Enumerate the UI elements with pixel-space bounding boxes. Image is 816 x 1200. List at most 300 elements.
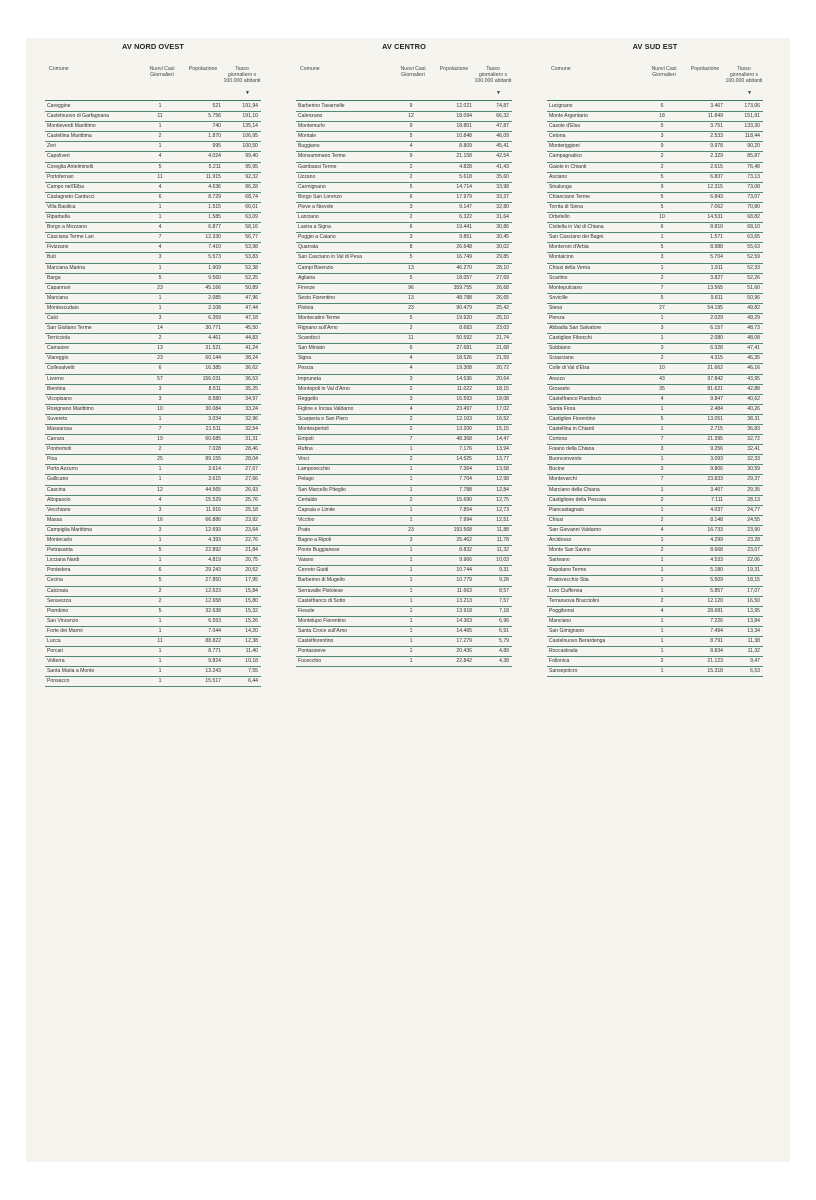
cell-comune: Lamporecchio	[298, 466, 330, 473]
table-row	[296, 334, 512, 344]
cell-tasso: 32,41	[747, 446, 760, 453]
cell-nuovi-casi: 13	[408, 294, 414, 301]
cell-tasso: 31,64	[496, 214, 509, 221]
table-row	[45, 516, 261, 526]
cell-popolazione: 12.330	[205, 234, 221, 241]
table-row	[547, 607, 763, 617]
table-row	[45, 112, 261, 122]
cell-popolazione: 88.822	[205, 637, 221, 644]
cell-nuovi-casi: 1	[660, 405, 664, 412]
cell-nuovi-casi: 2	[409, 426, 413, 432]
cell-nuovi-casi: 25	[157, 456, 163, 463]
cell-tasso: 49,82	[747, 304, 760, 311]
cell-nuovi-casi: 3	[158, 314, 162, 321]
header-popolazione[interactable]: Popolazione	[188, 66, 218, 72]
cell-tasso: 28,04	[245, 456, 258, 463]
sort-down-icon[interactable]: ▼	[496, 90, 501, 96]
table-row	[547, 344, 763, 354]
sort-down-icon[interactable]: ▼	[245, 90, 250, 96]
cell-nuovi-casi: 1	[660, 567, 664, 574]
cell-comune: Arcidosso	[549, 537, 572, 544]
section-title: AV NORD OVEST	[122, 42, 184, 51]
cell-tasso: 7,57	[499, 597, 509, 604]
table-row	[296, 375, 512, 385]
cell-comune: Poggio a Caiano	[298, 234, 336, 241]
cell-comune: Montalcino	[549, 254, 574, 261]
table-row	[45, 102, 261, 112]
cell-nuovi-casi: 2	[158, 446, 162, 453]
cell-nuovi-casi: 7	[158, 234, 162, 241]
cell-tasso: 23,92	[245, 516, 258, 523]
cell-nuovi-casi: 3	[409, 203, 413, 210]
cell-popolazione: 9.560	[208, 274, 221, 281]
header-tasso[interactable]: Tasso giornaliero x 100.000 abitanti	[725, 66, 763, 84]
table-row	[296, 284, 512, 294]
cell-comune: San Gimignano	[549, 627, 585, 634]
cell-comune: Sovicille	[549, 294, 568, 301]
cell-nuovi-casi: 2	[409, 163, 413, 170]
cell-tasso: 47,87	[496, 123, 509, 130]
cell-nuovi-casi: 2	[660, 163, 664, 170]
cell-tasso: 13,95	[747, 607, 760, 614]
cell-popolazione: 9.824	[208, 658, 221, 665]
cell-tasso: 35,25	[245, 385, 258, 392]
table-row	[296, 647, 512, 657]
cell-popolazione: 9.147	[459, 203, 472, 210]
cell-nuovi-casi: 4	[660, 607, 664, 614]
table-row	[296, 617, 512, 627]
cell-tasso: 32,33	[747, 456, 760, 463]
header-popolazione[interactable]: Popolazione	[439, 66, 469, 72]
table-row	[296, 294, 512, 304]
table-row	[45, 243, 261, 253]
cell-popolazione: 521	[212, 103, 221, 109]
cell-comune: Pontedera	[47, 567, 71, 574]
cell-comune: Cerreto Guidi	[298, 567, 329, 574]
cell-comune: San Casciano dei Bagni	[549, 234, 604, 241]
cell-comune: Calcinaia	[47, 587, 68, 594]
cell-popolazione: 10.848	[456, 133, 472, 140]
cell-comune: Montescudaio	[47, 304, 79, 311]
cell-comune: Pelago	[298, 476, 314, 483]
cell-comune: Carmignano	[298, 183, 326, 190]
header-comune[interactable]: Comune	[551, 66, 571, 72]
cell-tasso: 19,31	[747, 567, 760, 574]
header-nuovi-casi[interactable]: Nuovi Casi Giornalieri	[651, 66, 677, 78]
table-row	[547, 284, 763, 294]
cell-nuovi-casi: 2	[158, 597, 162, 604]
cell-nuovi-casi: 1	[158, 143, 162, 150]
cell-comune: Marciana Marina	[47, 264, 85, 271]
cell-comune: Buggiano	[298, 143, 320, 150]
cell-comune: Ponte Buggianese	[298, 547, 340, 554]
cell-popolazione: 13.213	[456, 597, 472, 604]
table-row	[296, 415, 512, 425]
table-row	[547, 163, 763, 173]
table-row	[547, 142, 763, 152]
cell-comune: Rignano sull'Arno	[298, 325, 338, 332]
cell-nuovi-casi: 1	[409, 648, 413, 655]
cell-tasso: 47,18	[245, 314, 258, 321]
table-row	[296, 475, 512, 485]
cell-popolazione: 7.788	[459, 486, 472, 493]
table-row	[45, 667, 261, 677]
cell-tasso: 36,62	[245, 365, 258, 372]
cell-nuovi-casi: 1	[158, 264, 162, 271]
cell-tasso: 73,08	[747, 183, 760, 190]
cell-tasso: 48,08	[747, 335, 760, 342]
cell-comune: Cecina	[47, 577, 63, 584]
cell-nuovi-casi: 2	[660, 597, 664, 604]
cell-popolazione: 13.565	[707, 284, 723, 291]
cell-nuovi-casi: 1	[158, 658, 162, 665]
cell-nuovi-casi: 7	[409, 436, 413, 443]
cell-comune: Buonconvento	[549, 456, 582, 463]
cell-comune: Massarosa	[47, 426, 72, 432]
cell-popolazione: 66.886	[205, 516, 221, 523]
cell-nuovi-casi: 7	[660, 284, 664, 291]
cell-popolazione: 11.915	[205, 173, 221, 180]
cell-popolazione: 20.436	[456, 648, 472, 655]
cell-popolazione: 9.811	[710, 294, 723, 301]
cell-popolazione: 995	[212, 143, 221, 150]
table-row	[45, 324, 261, 334]
cell-popolazione: 1.585	[208, 214, 221, 221]
cell-popolazione: 5.573	[208, 254, 221, 261]
cell-popolazione: 4.393	[208, 537, 221, 544]
table-row	[547, 536, 763, 546]
cell-popolazione: 14.465	[456, 627, 472, 634]
table-row	[547, 435, 763, 445]
cell-comune: Montecarlo	[47, 537, 73, 544]
cell-tasso: 17,07	[747, 587, 760, 594]
cell-popolazione: 5.857	[710, 587, 723, 594]
cell-comune: Marciano della Chiana	[549, 486, 600, 493]
cell-popolazione: 2.080	[710, 335, 723, 342]
cell-popolazione: 90.479	[456, 304, 472, 311]
cell-tasso: 51,60	[747, 284, 760, 291]
cell-popolazione: 21.123	[707, 658, 723, 665]
table-row	[45, 173, 261, 183]
cell-comune: Empoli	[298, 436, 314, 443]
cell-tasso: 52,59	[747, 254, 760, 261]
cell-popolazione: 10.744	[456, 567, 472, 574]
cell-comune: Santa Maria a Monte	[47, 668, 95, 675]
cell-nuovi-casi: 5	[660, 244, 664, 251]
cell-comune: Pescia	[298, 365, 314, 372]
cell-comune: Casciana Terme Lari	[47, 234, 94, 241]
cell-comune: Altopascio	[47, 496, 71, 503]
cell-popolazione: 17.979	[456, 193, 472, 200]
cell-popolazione: 8.511	[208, 385, 221, 392]
header-comune[interactable]: Comune	[49, 66, 69, 72]
table-row	[296, 173, 512, 183]
cell-tasso: 40,62	[747, 395, 760, 402]
cell-nuovi-casi: 2	[660, 153, 664, 160]
header-tasso[interactable]: Tasso giornaliero x 100.000 abitanti	[223, 66, 261, 84]
cell-tasso: 52,38	[245, 264, 258, 271]
cell-comune: Marciana	[47, 294, 68, 301]
cell-comune: Rapolano Terme	[549, 567, 587, 574]
cell-nuovi-casi: 5	[158, 547, 162, 554]
header-popolazione[interactable]: Popolazione	[690, 66, 720, 72]
cell-popolazione: 3.827	[710, 274, 723, 281]
cell-nuovi-casi: 1	[158, 476, 162, 483]
cell-nuovi-casi: 5	[158, 577, 162, 584]
cell-nuovi-casi: 2	[660, 658, 664, 665]
cell-comune: Collesalvetti	[47, 365, 75, 372]
cell-comune: Lanciano	[298, 214, 319, 221]
cell-popolazione: 7.044	[208, 627, 221, 634]
cell-popolazione: 7.111	[711, 496, 723, 503]
table-row	[45, 334, 261, 344]
table-row	[45, 132, 261, 142]
cell-popolazione: 1.909	[208, 264, 221, 271]
table-row	[296, 213, 512, 223]
cell-popolazione: 1.911	[710, 264, 723, 271]
cell-tasso: 73,13	[747, 173, 760, 180]
cell-popolazione: 12.120	[707, 597, 723, 604]
table-row	[296, 354, 512, 364]
table-row	[547, 102, 763, 112]
cell-comune: Riparbella	[47, 214, 70, 221]
cell-nuovi-casi: 1	[660, 506, 664, 513]
cell-tasso: 47,41	[747, 345, 760, 352]
cell-tasso: 14,20	[245, 627, 258, 634]
cell-popolazione: 5.509	[710, 577, 723, 584]
cell-tasso: 100,50	[242, 143, 258, 150]
cell-popolazione: 6.322	[459, 214, 472, 221]
table-row	[296, 405, 512, 415]
cell-comune: Villa Basilica	[47, 203, 76, 210]
cell-tasso: 32,54	[245, 426, 258, 432]
cell-popolazione: 22.892	[205, 547, 221, 554]
table-row	[45, 415, 261, 425]
cell-nuovi-casi: 4	[660, 526, 664, 533]
cell-comune: Camaiore	[47, 345, 70, 352]
table-row	[547, 122, 763, 132]
table-row	[547, 375, 763, 385]
cell-comune: Piancastagnaio	[549, 506, 584, 513]
table-row	[45, 163, 261, 173]
cell-nuovi-casi: 12	[408, 113, 414, 120]
cell-comune: Suvereto	[47, 415, 68, 422]
cell-nuovi-casi: 1	[660, 627, 664, 634]
cell-comune: San Giuliano Terme	[47, 325, 92, 332]
cell-popolazione: 89.155	[205, 456, 221, 463]
cell-tasso: 86,28	[245, 183, 258, 190]
cell-tasso: 23,03	[496, 325, 509, 332]
cell-popolazione: 12.623	[205, 587, 221, 594]
cell-nuovi-casi: 1	[409, 516, 413, 523]
table-row	[45, 364, 261, 374]
table-row	[45, 354, 261, 364]
table-row	[547, 294, 763, 304]
cell-tasso: 15,84	[245, 587, 258, 594]
cell-tasso: 52,26	[747, 274, 760, 281]
cell-tasso: 52,25	[245, 274, 258, 281]
cell-popolazione: 740	[212, 123, 221, 130]
cell-nuovi-casi: 1	[660, 587, 664, 594]
cell-tasso: 7,18	[499, 607, 509, 614]
cell-tasso: 36,83	[747, 426, 760, 432]
cell-tasso: 135,14	[242, 123, 258, 130]
table-row	[547, 385, 763, 395]
table-row	[45, 395, 261, 405]
sort-down-icon[interactable]: ▼	[747, 90, 752, 96]
cell-nuovi-casi: 1	[660, 577, 664, 584]
cell-comune: Pratovecchio Stia	[549, 577, 589, 584]
cell-nuovi-casi: 1	[660, 557, 664, 564]
cell-popolazione: 193.568	[453, 526, 472, 533]
cell-nuovi-casi: 4	[158, 183, 162, 190]
table-row	[547, 233, 763, 243]
cell-comune: San Vincenzo	[47, 617, 79, 624]
cell-comune: Asciano	[549, 173, 568, 180]
cell-nuovi-casi: 6	[660, 103, 664, 109]
header-divider	[547, 100, 763, 101]
cell-comune: Montopoli in Val d'Arno	[298, 385, 350, 392]
cell-nuovi-casi: 5	[409, 254, 413, 261]
table-row	[45, 486, 261, 496]
cell-comune: Vecchiano	[47, 506, 71, 513]
cell-tasso: 95,95	[245, 163, 258, 170]
header-comune[interactable]: Comune	[300, 66, 320, 72]
cell-comune: Sinalunga	[549, 183, 572, 190]
cell-comune: Montecatini-Terme	[298, 314, 340, 321]
cell-popolazione: 30.084	[205, 405, 221, 412]
cell-tasso: 55,63	[747, 244, 760, 251]
cell-comune: Lastra a Signa	[298, 224, 331, 231]
cell-popolazione: 54.195	[707, 304, 723, 311]
cell-popolazione: 13.243	[205, 668, 221, 675]
cell-tasso: 12,73	[496, 506, 509, 513]
cell-tasso: 18,15	[496, 385, 509, 392]
cell-popolazione: 3.467	[710, 103, 723, 109]
cell-comune: Gaiole in Chianti	[549, 163, 587, 170]
cell-tasso: 76,48	[747, 163, 760, 170]
header-nuovi-casi[interactable]: Nuovi Casi Giornalieri	[400, 66, 426, 78]
cell-comune: Terranuova Bracciolini	[549, 597, 600, 604]
cell-tasso: 5,79	[499, 637, 509, 644]
cell-tasso: 118,44	[744, 133, 760, 140]
table-row	[296, 233, 512, 243]
cell-nuovi-casi: 1	[409, 617, 413, 624]
table-row	[45, 566, 261, 576]
table-body	[547, 102, 763, 677]
cell-tasso: 6,91	[499, 627, 509, 634]
cell-tasso: 20,72	[496, 365, 509, 372]
table-row	[296, 637, 512, 647]
cell-comune: Chianciano Terme	[549, 193, 590, 200]
cell-tasso: 38,24	[245, 355, 258, 362]
cell-tasso: 13,58	[496, 466, 509, 473]
cell-comune: Colle di Val d'Elsa	[549, 365, 590, 372]
cell-nuovi-casi: 2	[660, 355, 664, 362]
cell-comune: Scarlino	[549, 274, 568, 281]
table-row	[547, 415, 763, 425]
cell-nuovi-casi: 2	[158, 133, 162, 140]
cell-nuovi-casi: 6	[409, 193, 413, 200]
cell-tasso: 7,55	[248, 668, 258, 675]
table-row	[296, 304, 512, 314]
table-row	[547, 657, 763, 667]
cell-popolazione: 27.850	[205, 577, 221, 584]
cell-popolazione: 19.308	[456, 365, 472, 372]
cell-popolazione: 7.176	[459, 446, 472, 453]
cell-nuovi-casi: 4	[409, 405, 413, 412]
table-row	[45, 142, 261, 152]
cell-popolazione: 18.801	[456, 123, 472, 130]
cell-comune: Viareggio	[47, 355, 69, 362]
cell-tasso: 15,26	[245, 617, 258, 624]
table-row	[45, 637, 261, 647]
cell-popolazione: 5.618	[459, 173, 472, 180]
header-tasso[interactable]: Tasso giornaliero x 100.000 abitanti	[474, 66, 512, 84]
cell-comune: Impruneta	[298, 375, 321, 382]
cell-popolazione: 44.565	[205, 486, 221, 493]
cell-comune: Arezzo	[549, 375, 565, 382]
cell-tasso: 44,83	[245, 335, 258, 342]
cell-popolazione: 16.593	[456, 395, 472, 402]
cell-tasso: 66,01	[245, 203, 258, 210]
cell-tasso: 12,75	[496, 496, 509, 503]
cell-comune: Pontremoli	[47, 446, 72, 453]
header-nuovi-casi[interactable]: Nuovi Casi Giornalieri	[149, 66, 175, 78]
table-row	[547, 475, 763, 485]
cell-popolazione: 19.441	[456, 224, 472, 231]
cell-popolazione: 2.484	[710, 405, 723, 412]
cell-nuovi-casi: 2	[660, 274, 664, 281]
cell-tasso: 21,59	[496, 355, 509, 362]
table-row	[547, 637, 763, 647]
cell-popolazione: 13.200	[456, 426, 472, 432]
cell-nuovi-casi: 13	[157, 345, 163, 352]
cell-tasso: 48,73	[747, 325, 760, 332]
cell-nuovi-casi: 1	[158, 466, 162, 473]
cell-popolazione: 8.580	[208, 395, 221, 402]
cell-nuovi-casi: 8	[409, 244, 413, 251]
cell-nuovi-casi: 9	[660, 143, 664, 150]
cell-tasso: 56,77	[245, 234, 258, 241]
cell-tasso: 133,30	[744, 123, 760, 130]
table-row	[547, 617, 763, 627]
cell-popolazione: 11.916	[205, 506, 221, 513]
cell-comune: Barga	[47, 274, 61, 281]
cell-popolazione: 32.638	[205, 607, 221, 614]
table-row	[45, 193, 261, 203]
cell-comune: Civitella in Val di Chiana	[549, 224, 604, 231]
cell-popolazione: 2.029	[710, 314, 723, 321]
cell-popolazione: 50.592	[456, 335, 472, 342]
cell-tasso: 50,89	[245, 284, 258, 291]
cell-comune: Castiglion Fibocchi	[549, 335, 592, 342]
table-row	[547, 274, 763, 284]
cell-tasso: 68,74	[245, 193, 258, 200]
cell-nuovi-casi: 3	[158, 385, 162, 392]
section-title: AV CENTRO	[382, 42, 426, 51]
cell-comune: Cascina	[47, 486, 66, 493]
cell-tasso: 63,09	[245, 214, 258, 221]
cell-comune: Coreglia Antelminelli	[47, 163, 94, 170]
cell-comune: Rosignano Marittimo	[47, 405, 94, 412]
cell-nuovi-casi: 1	[660, 537, 664, 544]
cell-popolazione: 16.385	[205, 365, 221, 372]
cell-popolazione: 14.531	[707, 214, 723, 221]
cell-tasso: 45,50	[245, 325, 258, 332]
cell-tasso: 6,44	[248, 678, 258, 685]
cell-tasso: 6,96	[499, 617, 509, 624]
